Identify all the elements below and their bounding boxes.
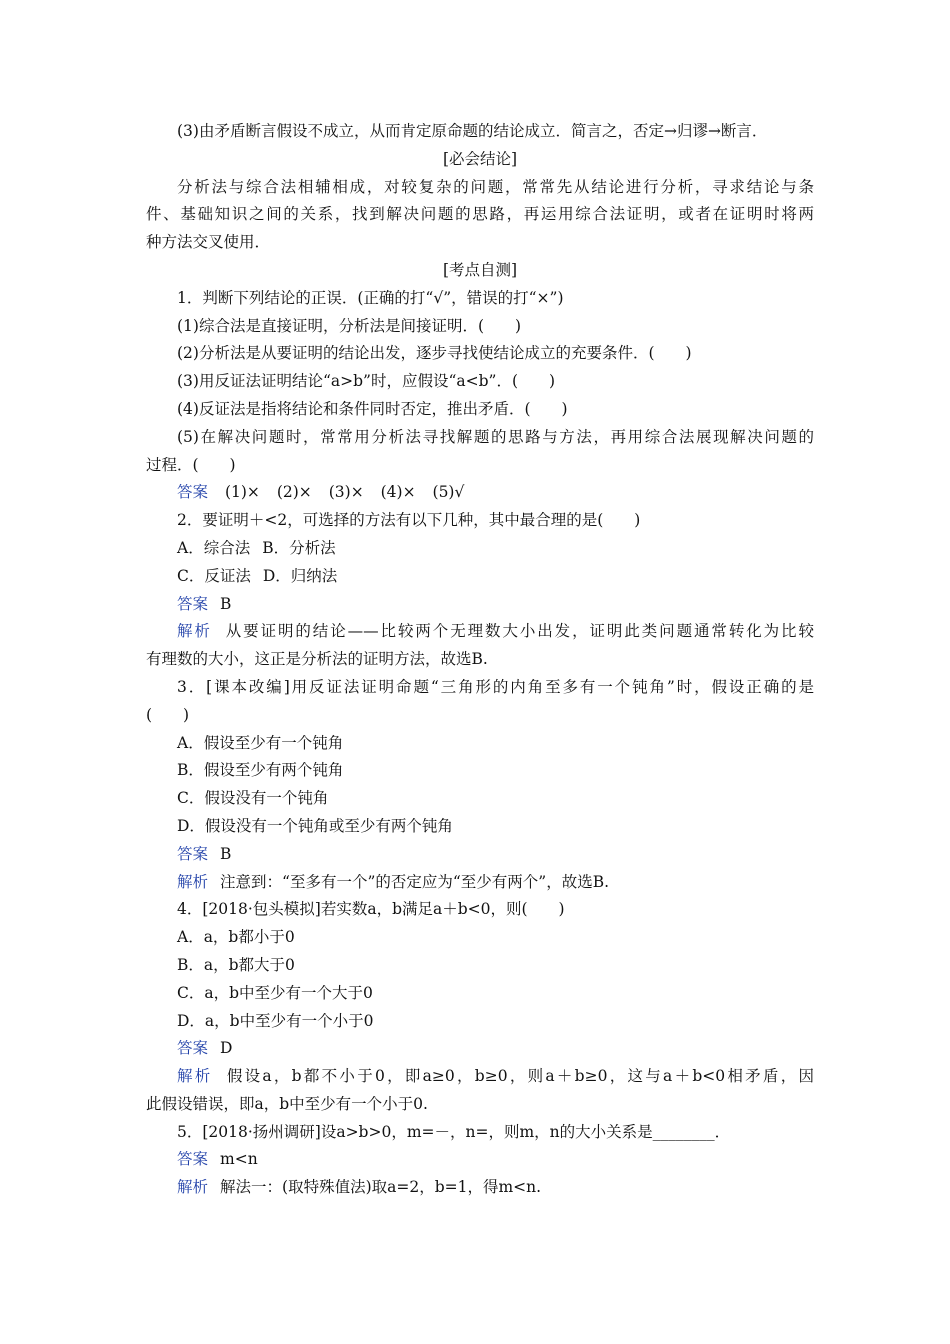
answer-value: (5)√ [432, 483, 465, 502]
analysis-label: 解析 [177, 622, 212, 641]
question-4-option: A．a，b都小于0 [177, 928, 295, 947]
analysis-text: 解法一：(取特殊值法)取a=2，b=1，得m<n. [220, 1178, 542, 1197]
answer-value: B [220, 844, 232, 863]
analysis-label: 解析 [177, 1067, 213, 1086]
question-4-option: D．a，b中至少有一个小于0 [177, 1011, 374, 1030]
question-1-item-cont: 过程．( ) [146, 455, 236, 474]
question-1-item: (2)分析法是从要证明的结论出发，逐步寻找使结论成立的充要条件．( ) [177, 344, 692, 363]
question-4-analysis [146, 1063, 814, 1091]
question-3-option: A．假设至少有一个钝角 [177, 733, 344, 752]
question-4-option: B．a，b都大于0 [177, 955, 295, 974]
question-2-answer [146, 591, 814, 619]
paragraph-line: 分析法与综合法相辅相成，对较复杂的问题，常常先从结论进行分析，寻求结论与条 [177, 177, 814, 196]
section-heading-bihui: [必会结论] [442, 149, 518, 168]
question-3-option: C．假设没有一个钝角 [177, 789, 329, 808]
question-3-analysis [146, 869, 814, 897]
question-2-options [146, 563, 814, 591]
paragraph-line: 件、基础知识之间的关系，找到解决问题的思路，再运用综合法证明，或者在证明时将两 [146, 205, 814, 224]
answer-label: 答案 [177, 1150, 209, 1169]
question-5-stem: 5．[2018·扬州调研]设a>b>0，m=－，n=，则m，n的大小关系是________． [177, 1122, 731, 1141]
section-heading-kaodian: [考点自测] [442, 260, 518, 279]
analysis-text: 注意到：“至多有一个”的否定应为“至少有两个”，故选B. [220, 872, 610, 891]
question-4-analysis-cont: 此假设错误，即a，b中至少有一个小于0. [146, 1094, 428, 1113]
question-1-item: (1)综合法是直接证明，分析法是间接证明．( ) [177, 316, 522, 335]
answer-value: m<n [220, 1150, 258, 1169]
question-1-item: (3)用反证法证明结论“a>b”时，应假设“a<b”．( ) [177, 372, 556, 391]
question-5-analysis [146, 1174, 814, 1202]
question-4-answer [146, 1035, 814, 1063]
question-1-stem: 1．判断下列结论的正误．(正确的打“√”，错误的打“×”) [177, 288, 564, 307]
option-a: A．综合法 [177, 538, 251, 557]
option-d: D．归纳法 [262, 566, 338, 585]
answer-value: (4)× [380, 483, 416, 502]
answer-label: 答案 [177, 594, 209, 613]
analysis-text: 从要证明的结论——比较两个无理数大小出发，证明此类问题通常转化为比较 [223, 622, 814, 641]
answer-label: 答案 [177, 844, 209, 863]
answer-label: 答案 [177, 483, 209, 502]
question-4-option: C．a，b中至少有一个大于0 [177, 983, 373, 1002]
answer-value: (2)× [276, 483, 312, 502]
option-c: C．反证法 [177, 566, 251, 585]
answer-value: B [220, 594, 232, 613]
question-5-answer [146, 1146, 814, 1174]
answer-value: (3)× [328, 483, 364, 502]
answer-value: D [220, 1039, 233, 1058]
question-3-option: D．假设没有一个钝角或至少有两个钝角 [177, 816, 453, 835]
answer-value: (1)× [224, 483, 260, 502]
analysis-text: 假设a，b都不小于0，即a≥0，b≥0，则a＋b≥0，这与a＋b<0相矛盾，因 [224, 1067, 814, 1086]
option-b: B．分析法 [262, 538, 336, 557]
question-4-stem: 4．[2018·包头模拟]若实数a，b满足a＋b<0，则( ) [177, 900, 565, 919]
question-2-options [146, 535, 814, 563]
paragraph-line: 种方法交叉使用． [146, 233, 271, 252]
question-3-stem-cont: ( ) [146, 705, 190, 724]
conclusion-step-3: (3)由矛盾断言假设不成立，从而肯定原命题的结论成立．简言之，否定→归谬→断言． [177, 122, 768, 140]
question-3-stem: 3．[课本改编]用反证法证明命题“三角形的内角至多有一个钝角”时，假设正确的是 [177, 677, 814, 696]
analysis-label: 解析 [177, 1178, 209, 1197]
analysis-label: 解析 [177, 872, 209, 891]
question-3-option: B．假设至少有两个钝角 [177, 761, 344, 780]
question-1-answer [146, 479, 814, 507]
question-2-analysis-cont: 有理数的大小，这正是分析法的证明方法，故选B. [146, 650, 488, 669]
answer-label: 答案 [177, 1039, 209, 1058]
question-2-analysis [146, 618, 814, 646]
question-2-stem: 2．要证明＋<2，可选择的方法有以下几种，其中最合理的是( ) [177, 511, 641, 530]
document-page [146, 118, 814, 1202]
question-3-answer [146, 841, 814, 869]
question-1-item: (5)在解决问题时，常常用分析法寻找解题的思路与方法，再用综合法展现解决问题的 [177, 427, 814, 446]
question-1-item: (4)反证法是指将结论和条件同时否定，推出矛盾．( ) [177, 399, 568, 418]
